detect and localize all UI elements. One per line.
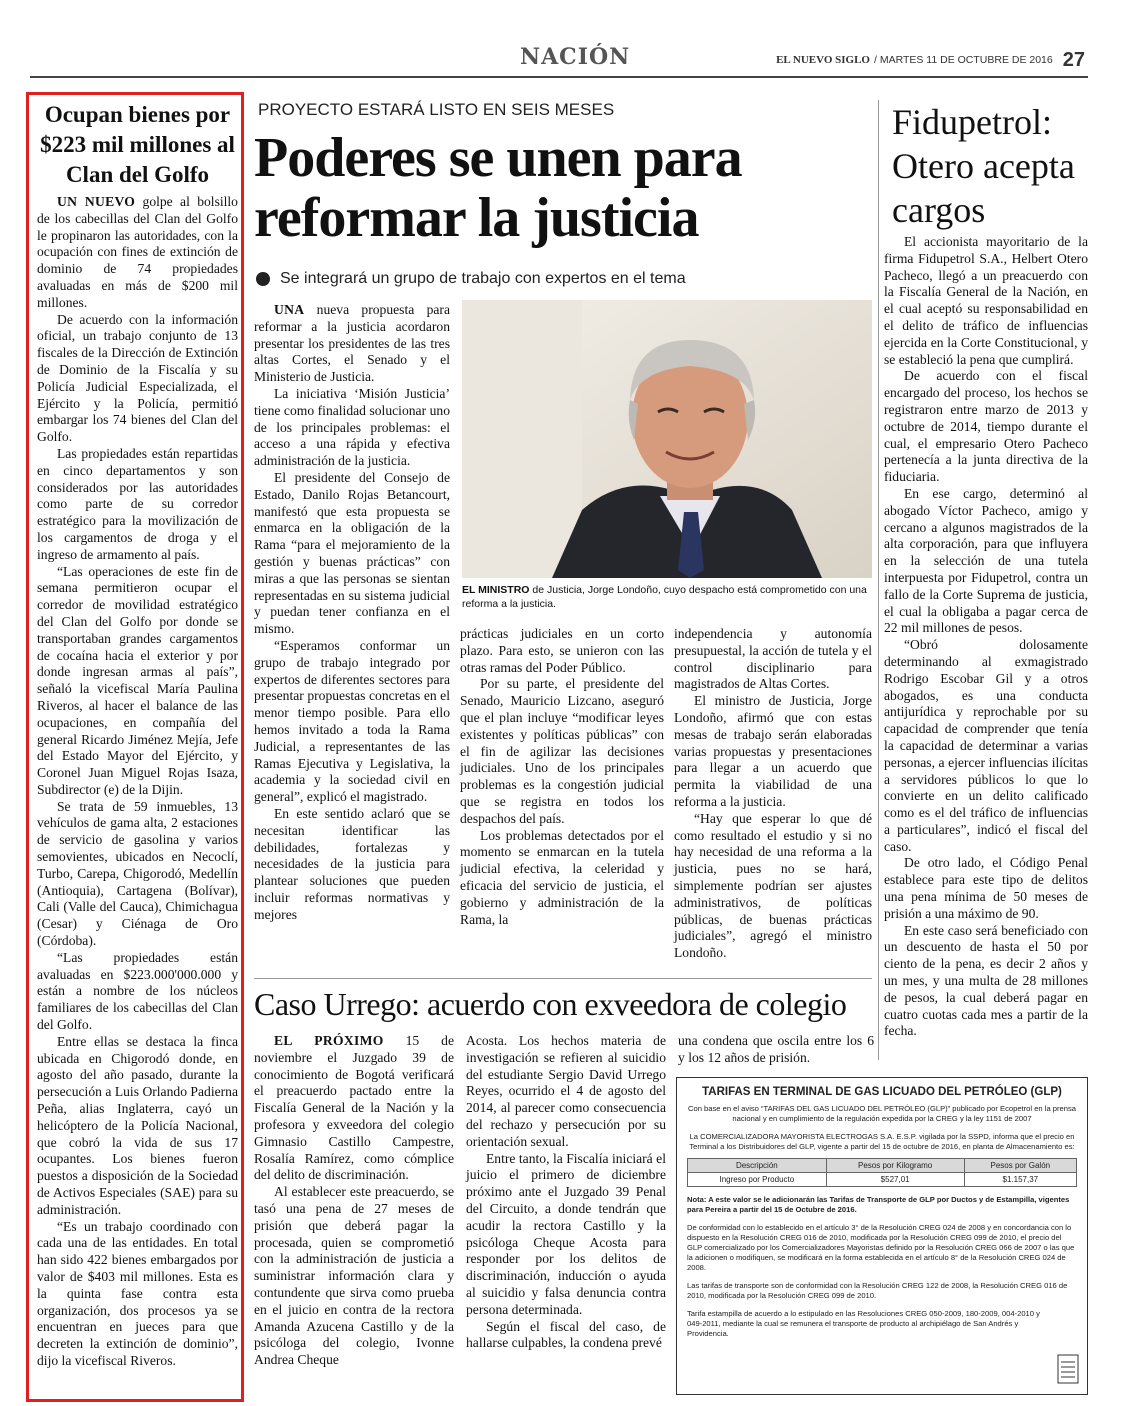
paragraph: El accionista mayoritario de la firma Fidupetrol S.A., Helbert Otero Pacheco, llegó a un preacuerdo con la Fiscalía General de la Nación, en el cual aceptó su responsabilidad en el delito de tráfico de influencias ejercida en la Corte Constitucional, y se estableció la pena que cumplirá. <box>884 234 1088 367</box>
newspaper-name: EL NUEVO SIGLO <box>776 54 870 66</box>
paragraph: El presidente del Consejo de Estado, Danilo Rojas Betancourt, manifestó que esta propuesta se enmarca en la obligación de la Rama “para el mejoramiento de la gestión y buenas prácticas” con miras a que las personas se sientan representadas en su sistema judicial y puedan tener confianza en el mismo. <box>254 469 450 637</box>
secondary-column-2 <box>466 1033 666 1352</box>
lead-words: EL PRÓXIMO <box>274 1033 384 1048</box>
section-title: NACIÓN <box>520 44 631 70</box>
paragraph: Entre ellas se destaca la finca ubicada en Chigorodó donde, en agosto del año pasado, durante la persecución a Luis Orlando Padierna Peña, alias Inglaterra, cayó un helicóptero de la Policía Nacional, que cobró la vida de sus 17 ocupantes. Los bienes fueron puestos a disposición de la Sociedad de Activos Especiales (SAE) para su administración. <box>37 1033 238 1217</box>
supervision-logo-icon <box>1057 1354 1079 1384</box>
notice-announcement: La COMERCIALIZADORA MAYORISTA ELECTROGAS S.A. E.S.P. vigilada por la SSPD, informa que el precio en Terminal a los Distribuidores del GLP, vigente a partir del 15 de octubre de 2016, en planta de Almacenamiento es: <box>689 1132 1075 1151</box>
lead-words: UN NUEVO <box>57 194 136 209</box>
paragraph: “Las propiedades están avaluadas en $223.000'000.000 y están a nombre de los núcleos familiares de los cabecillas del Clan del Golfo. <box>37 949 238 1033</box>
table-cell: $1.157,37 <box>964 1173 1076 1187</box>
bullet-icon <box>256 272 270 286</box>
table-header: Pesos por Kilogramo <box>826 1159 964 1173</box>
photo-caption <box>462 583 872 611</box>
table-cell: Ingreso por Producto <box>688 1173 827 1187</box>
paragraph: Por su parte, el presidente del Senado, Mauricio Lizcano, aseguró que el plan incluye “modificar leyes existentes y políticas públicas” con el fin de agilizar las decisiones judiciales. Uno de los principales problemas es la congestión judicial que se registra en todos los despachos del país. <box>460 676 664 826</box>
table-header: Pesos por Galón <box>964 1159 1076 1173</box>
paragraph: De acuerdo con la información oficial, un trabajo conjunto de 13 fiscales de la Dirección de Extinción de Dominio de la Fiscalía y su Policía Judicial Especializada, el Ejército y la Policía, permitió embargar los 74 bienes del Clan del Golfo. <box>37 311 238 445</box>
caption-text: de Justicia, Jorge Londoño, cuyo despacho está comprometido con una reforma a la justicia. <box>462 584 867 610</box>
secondary-column-1 <box>254 1033 454 1369</box>
paragraph: Las propiedades están repartidas en cinco departamentos y son considerados por las autoridades como parte de su corredor estratégico para la movilización de los cargamentos de droga y el ingreso de armamento al país. <box>37 445 238 562</box>
left-body <box>37 194 238 1370</box>
paragraph-text: 15 de noviembre el Juzgado 39 de conocimiento de Bogotá verificará el preacuerdo pactado entre la Fiscalía General de la Nación y la profesora y exveedora del colegio Gimnasio Castillo Campestre, Rosalía Ramírez, como cómplice del delito de discriminación. <box>254 1033 454 1183</box>
notice-note: Nota: A este valor se le adicionarán las Tarifas de Transporte de GLP por Ductos y de Estampilla, vigentes para Pereira a partir del 15 de Octubre de 2016. <box>687 1195 1070 1214</box>
portrait-illustration <box>462 300 872 578</box>
column-rule <box>878 100 879 1060</box>
left-article <box>37 100 238 1370</box>
left-headline: Ocupan bienes por $223 mil millones al Clan del Golfo <box>40 102 235 187</box>
paragraph-text: nueva propuesta para reformar a la justicia acordaron presentar los presidentes de las tres altas Cortes, el Senado y el Ministerio de Justicia. <box>254 302 450 385</box>
main-column-3 <box>674 626 872 962</box>
caption-lead: EL MINISTRO <box>462 584 530 596</box>
paragraph: Según el fiscal del caso, de hallarse culpables, la condena prevé <box>466 1318 666 1351</box>
paragraph: El ministro de Justicia, Jorge Londoño, afirmó que con estas mesas de trabajo serán elaboradas varias propuestas y presentaciones para llegar a un acuerdo que permita la viabilidad de una reforma a la justicia. <box>674 693 872 809</box>
table-cell: $527,01 <box>826 1173 964 1187</box>
page-number: 27 <box>1062 48 1085 71</box>
paragraph: Se trata de 59 inmuebles, 13 vehículos de gama alta, 2 estaciones de servicio de gasolina y varios semovientes, ubicados en Necoclí, Turbo, Carepa, Chigorodó, Medellín (Antioquia), Cartagena (Bolívar), Cali (Valle del Cauca), Chimichagua (Cesar) y Ciénaga de Oro (Córdoba). <box>37 798 238 949</box>
issue-date: / MARTES 11 DE OCTUBRE DE 2016 <box>873 54 1053 66</box>
glp-tariff-notice <box>676 1077 1088 1395</box>
paragraph: En ese cargo, determinó al abogado Víctor Pacheco, amigo y cercano a algunos magistrados de la alta corporación, para que influyera en la selección de una tutela interpuesta por Fidupetrol, contra un fallo de la Corte Suprema de justicia, el cual la obligaba a pagar cerca de 22 mil millones de pesos. <box>884 485 1088 636</box>
header-rule <box>30 76 1088 78</box>
notice-transport: Las tarifas de transporte son de conformidad con la Resolución CREG 122 de 2008, la Resolución CREG 016 de 2010, modificada por la Resolución CREG 099 de 2010. <box>687 1281 1068 1300</box>
masthead-info <box>776 48 1085 72</box>
table-header-row <box>688 1159 1077 1173</box>
paragraph: En este sentido aclaró que se necesitan identificar las debilidades, fortalezas y necesidades de la justicia para plantear soluciones que pueden incluir reformas normativas y mejores <box>254 805 450 922</box>
notice-title: TARIFAS EN TERMINAL DE GAS LICUADO DEL PETRÓLEO (GLP) <box>702 1086 1062 1098</box>
paragraph: independencia y autonomía presupuestal, la acción de tutela y el control disciplinario para magistrados de Altas Cortes. <box>674 626 872 692</box>
notice-stamp-tariff: Tarifa estampilla de acuerdo a lo estipulado en las Resoluciones CREG 050-2009, 180-2009, 004-2010 y 049-2011, mediante la cual se remunera el transporte de producto al archipiélago de San Andrés y Providencia. <box>687 1309 1040 1338</box>
section-rule <box>254 978 872 979</box>
lead-words: UNA <box>274 302 305 317</box>
main-headline: Poderes se unen para reformar la justicia <box>254 127 742 249</box>
notice-regulation: De conformidad con lo establecido en el artículo 3° de la Resolución CREG 024 de 2008 y en concordancia con lo dispuesto en la Resolución CREG 016 de 2010, modificada por la Resolución CREG 099 de 2010, el precio del GLP comercializado por los Comercializadores Mayoristas definido por la Resolución CREG 066 de 2007 o las que la adicionen o modifiquen, se modificará en la forma establecida en el artículo 8° de la Resolución CREG 024 de 2008. <box>687 1223 1075 1272</box>
paragraph: Al establecer este preacuerdo, se tasó una pena de 27 meses de prisión que deberá pagar la procesada, quien se comprometió con la administración de justicia a suministrar información clara y contundente que sirva como prueba en el juicio en contra de la rectora Amanda Azucena Castillo y de la psicóloga del colegio, Ivonne Andrea Cheque <box>254 1184 454 1368</box>
paragraph <box>254 302 450 386</box>
main-kicker: PROYECTO ESTARÁ LISTO EN SEIS MESES <box>258 100 615 119</box>
paragraph: prácticas judiciales en un corto plazo. Para esto, se unieron con las otras ramas del Poder Público. <box>460 626 664 675</box>
paragraph: De otro lado, el Código Penal establece para este tipo de delitos una pena mínima de 50 meses de prisión a una máximo de 90. <box>884 855 1088 921</box>
minister-photo <box>462 300 872 578</box>
paragraph: Entre tanto, la Fiscalía iniciará el juicio el primero de diciembre próximo ante el Juzgado 39 Penal del Circuito, a donde tendrán que acudir la rectora Castillo y la psicóloga Cheque Acosta para responder por los delitos de discriminación, inducción o ayuda al suicidio y falsa denuncia contra persona determinada. <box>466 1150 666 1317</box>
right-headline: Fidupetrol: Otero acepta cargos <box>892 102 1075 230</box>
secondary-column-3 <box>678 1033 874 1067</box>
secondary-headline: Caso Urrego: acuerdo con exveedora de colegio <box>254 986 847 1022</box>
tariff-table <box>687 1158 1077 1187</box>
paragraph: De acuerdo con el fiscal encargado del proceso, los hechos se registraron entre marzo de 2013 y octubre de 2014, tiempo durante el cual, el empresario Otero Pacheco pertenecía a la junta directiva de la fiduciaria. <box>884 368 1088 485</box>
paragraph: “Las operaciones de este fin de semana permitieron ocupar el corredor de movilidad estratégico del Clan del Golfo por donde se transportaban grandes cargamentos de cocaína hacia el exterior y por donde ingresan armas al país”, señaló la vicefiscal María Paulina Riveros, al hacer el balance de las ocupaciones, en compañía del general Ricardo Jiménez Mejía, Jefe del Estado Mayor del Ejército, y Coronel Juan Miguel Rojas Isaza, Subdirector (e) de la Dijin. <box>37 563 238 797</box>
paragraph: “Hay que esperar lo que dé como resultado el estudio y si no hay necesidad de una reforma a la justicia, pues no se hará, simplemente podrían ser ajustes administrativos, de políticas públicas, de buenas prácticas judiciales”, agregó el ministro Londoño. <box>674 810 872 961</box>
table-header: Descripción <box>688 1159 827 1173</box>
paragraph-text: golpe al bolsillo de los cabecillas del Clan del Golfo le propinaron las autoridades, con la ocupación con fines de extinción de dominio de 74 propiedades avaluadas en más de $200 mil millones. <box>37 194 238 310</box>
paragraph: En este caso será beneficiado con un descuento de hasta el 50 por ciento de la pena, es decir 2 años y un mes, y una multa de 28 millones de pesos, la cual deberá pagar en cuatro cuotas cada mes a partir de la fecha. <box>884 922 1088 1039</box>
paragraph <box>254 1033 454 1184</box>
paragraph: una condena que oscila entre los 6 y los 12 años de prisión. <box>678 1033 874 1065</box>
paragraph: “Obró dolosamente determinando al exmagistrado Rodrigo Escobar Gil y a otros abogados, es una conducta antijurídica y reprochable por su capacidad de comprender que tenía la capacidad de determinar a varias personas, a ejercer influencias ilícitas a servidores públicos lo que lo convierte en un delito calificado como es el del tráfico de influencias a particulares”, indicó el fiscal del caso. <box>884 637 1088 854</box>
paragraph: Los problemas detectados por el momento se enmarcan en la tutela judicial efectiva, la celeridad y eficacia del servicio de justicia, el gobierno y administración de la Rama, la <box>460 827 664 927</box>
right-article <box>884 234 1088 1040</box>
main-column-1 <box>254 302 450 923</box>
paragraph: Acosta. Los hechos materia de investigación se refieren al suicidio del estudiante Sergio David Urrego Reyes, ocurrido el 4 de agosto del 2014, al parecer como consecuencia del rechazo y persecución por su orientación sexual. <box>466 1033 666 1149</box>
paragraph: “Es un trabajo coordinado con cada una de las entidades. En total han sido 422 bienes embargados por valor de $403 mil millones. Esta es la quinta fase contra esta organización, dos procesos ya se encuentran en jueces para que decreten la extinción de dominio”, dijo la vicefiscal Riveros. <box>37 1218 238 1368</box>
main-subhead <box>256 270 856 288</box>
table-row <box>688 1173 1077 1187</box>
subhead-text: Se integrará un grupo de trabajo con expertos en el tema <box>280 270 686 287</box>
paragraph <box>37 194 238 312</box>
paragraph: La iniciativa ‘Misión Justicia’ tiene como finalidad solucionar uno de los principales problemas: el acceso a una rápida y efectiva administración de la justicia. <box>254 385 450 469</box>
paragraph: “Esperamos conformar un grupo de trabajo integrado por expertos de diferentes sectores para presentar propuestas concretas en el menor tiempo posible. Para ello hemos invitado a toda la Rama Judicial, a representantes de las Ramas Ejecutiva y Legislativa, la academia y la sociedad civil en general”, explicó el magistrado. <box>254 637 450 805</box>
main-column-2 <box>460 626 664 928</box>
notice-intro: Con base en el aviso “TARIFAS DEL GAS LICUADO DEL PETRÓLEO (GLP)” publicado por Ecopetrol en la prensa nacional y en cumplimiento de la regulación expedida por la CREG y la ley 1151 de 2007 <box>687 1104 1076 1123</box>
